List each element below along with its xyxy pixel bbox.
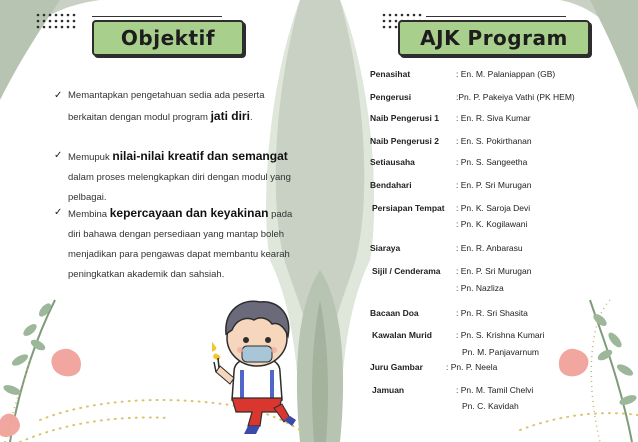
committee-role: Naib Pengerusi 1 bbox=[370, 113, 439, 123]
boy-illustration bbox=[212, 300, 302, 438]
committee-role: Naib Pengerusi 2 bbox=[370, 136, 439, 146]
committee-name: : En. P. Sri Murugan bbox=[456, 180, 532, 190]
committee-name: : En. M. Palaniappan (GB) bbox=[456, 69, 556, 79]
committee-role: Kawalan Murid bbox=[372, 330, 432, 340]
exclaim-icon bbox=[212, 341, 221, 360]
check-icon: ✓ bbox=[54, 207, 63, 218]
committee-name: :Pn. P. Pakeiya Vathi (PK HEM) bbox=[456, 92, 575, 102]
divider-line-right bbox=[426, 16, 566, 17]
committee-name: : En. P. Sri Murugan bbox=[456, 266, 532, 276]
committee-role: Setiausaha bbox=[370, 157, 415, 167]
committee-role: Persiapan Tempat bbox=[372, 203, 445, 213]
committee-name: : Pn. K. Kogilawani bbox=[456, 219, 528, 229]
objective-item: ✓ Memupuk nilai-nilai kreatif dan semangat dalam proses melengkapkan diri dengan modul yang pelbagai. bbox=[54, 146, 294, 208]
committee-name: : En. R. Siva Kumar bbox=[456, 113, 531, 123]
dot-grid-left bbox=[36, 13, 78, 29]
committee-role: Bendahari bbox=[370, 180, 412, 190]
check-icon: ✓ bbox=[54, 90, 63, 101]
committee-name: : Pn. S. Sangeetha bbox=[456, 157, 528, 167]
committee-name: Pn. M. Panjavarnum bbox=[462, 347, 540, 357]
committee-role: Juru Gambar bbox=[370, 362, 423, 372]
objective-item: ✓ Memantapkan pengetahuan sedia ada peserta berkaitan dengan modul program jati diri. bbox=[54, 86, 294, 128]
divider-line-left bbox=[92, 16, 222, 17]
committee-role: Siaraya bbox=[370, 243, 401, 253]
committee-name: : Pn. S. Krishna Kumari bbox=[456, 330, 545, 340]
committee-name: : Pn. K. Saroja Devi bbox=[456, 203, 531, 213]
check-icon: ✓ bbox=[54, 150, 63, 161]
committee-name: : En. S. Pokirthanan bbox=[456, 136, 532, 146]
objektif-title: Objektif bbox=[92, 20, 244, 56]
committee-name: : Pn. Nazliza bbox=[456, 283, 504, 293]
committee-role: Penasihat bbox=[370, 69, 411, 79]
committee-name: Pn. C. Kavidah bbox=[462, 401, 519, 411]
ajk-program-title: AJK Program bbox=[398, 20, 590, 56]
objective-item: ✓ Membina kepercayaan dan keyakinan pada diri bahawa dengan persediaan yang mantap boleh menjadikan para pengawas dapat membantu kearah peningkatkan akademik dan sahsiah. bbox=[54, 203, 294, 285]
committee-role: Bacaan Doa bbox=[370, 308, 419, 318]
committee-name: : Pn. R. Sri Shasita bbox=[456, 308, 528, 318]
committee-role: Jamuan bbox=[372, 385, 405, 395]
committee-name: : En. R. Anbarasu bbox=[456, 243, 523, 253]
committee-role: Sijil / Cenderama bbox=[372, 266, 441, 276]
committee-name: : Pn. P. Neela bbox=[446, 362, 498, 372]
committee-name: : Pn. M. Tamil Chelvi bbox=[456, 385, 534, 395]
committee-role: Pengerusi bbox=[370, 92, 412, 102]
